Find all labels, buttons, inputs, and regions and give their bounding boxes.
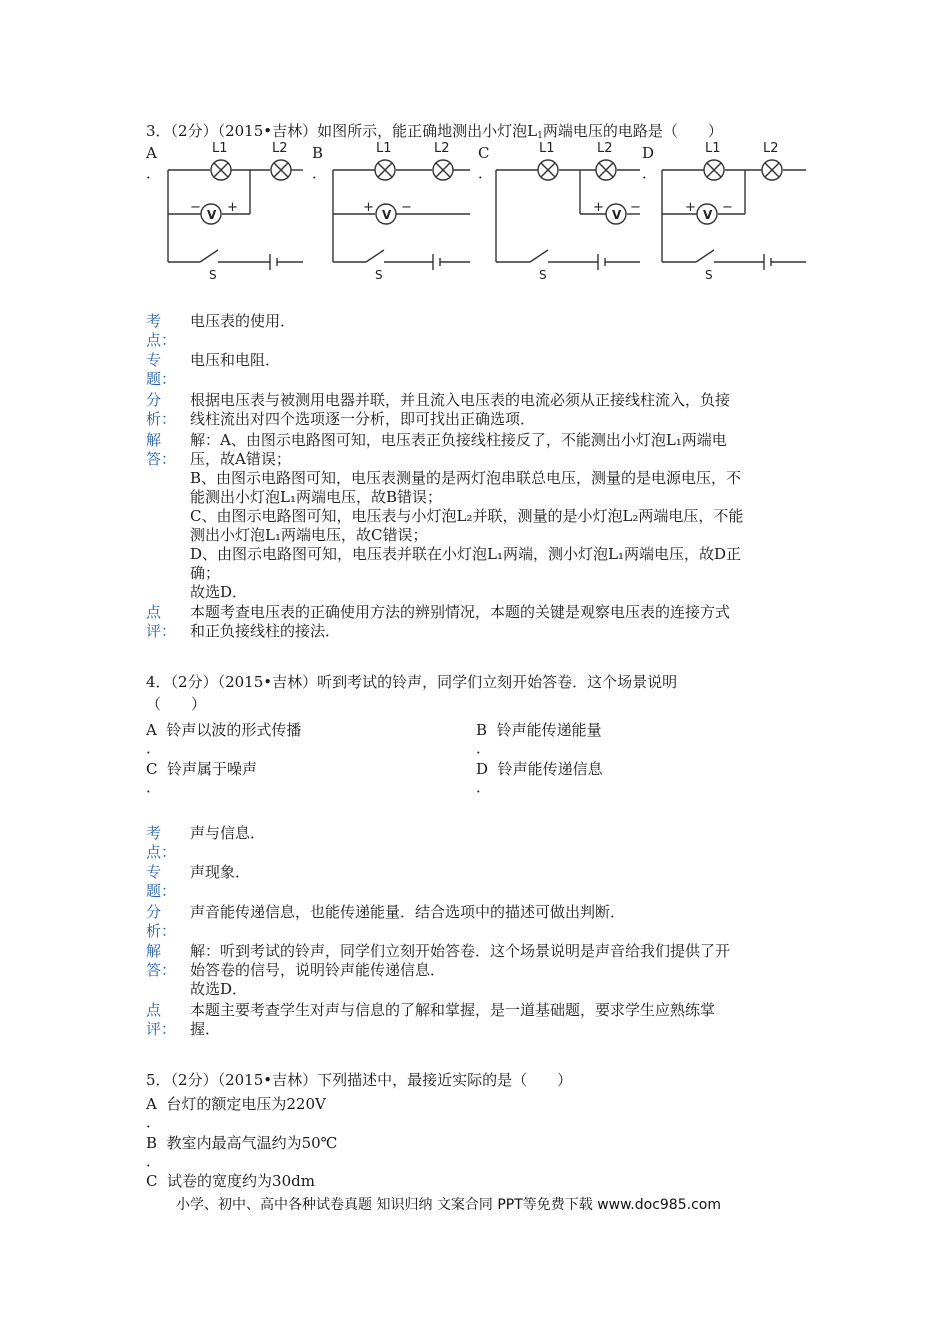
circuit-a-s-label: S: [209, 268, 217, 282]
q3-option-a-letter[interactable]: A: [146, 144, 157, 162]
circuit-a-l2-label: L2: [272, 141, 288, 156]
q4-option-d[interactable]: D 铃声能传递信息: [476, 760, 603, 778]
q4-fenxi-label: 分 析：: [146, 903, 177, 940]
q3-option-d-dot: ．: [642, 164, 658, 182]
q3-kaodian-text: 电压表的使用．: [190, 312, 296, 330]
q3-option-b-letter[interactable]: B: [312, 144, 324, 162]
q4-jieda-text: 解：听到考试的铃声，同学们立刻开始答卷．这个场景说明是声音给我们提供了开 始答卷的信号，说明铃声能传递信息． 故选D．: [190, 942, 731, 998]
circuit-d-s-label: S: [705, 268, 713, 282]
q3-kaodian-label: 考 点：: [146, 312, 177, 349]
q4-option-a[interactable]: A 铃声以波的形式传播: [146, 721, 302, 739]
circuit-a: [168, 170, 303, 270]
circuit-a-l1-label: L1: [212, 141, 228, 156]
q3-dianping-text: 本题考查电压表的正确使用方法的辨别情况，本题的关键是观察电压表的连接方式 和正负接线柱的接法．: [190, 603, 731, 640]
circuit-b-s-label: S: [375, 268, 383, 282]
circuit-d-minus: −: [722, 200, 733, 215]
circuit-d-l2-label: L2: [763, 141, 779, 156]
footer-banner[interactable]: 小学、初中、高中各种试卷真题 知识归纳 文案合同 PPT等免费下载 www.doc985.com: [176, 1197, 721, 1213]
q3-dianping-label: 点 评：: [146, 603, 177, 640]
circuit-a-v-label: V: [207, 208, 217, 222]
circuit-b-minus: −: [401, 200, 412, 215]
circuit-c-s-label: S: [539, 268, 547, 282]
q3-jieda-text: 解：A、由图示电路图可知，电压表正负接线柱接反了，不能测出小灯泡L₁两端电 压，故A错误； B、由图示电路图可知，电压表测量的是两灯泡串联总电压，测量的是电源电压，不 能测出小灯泡L₁两端电压，故B错误； C、由图示电路图可知，电压表与小灯泡L₂并联，测量的是小灯泡L₂两端电压，不能 测出小灯泡L₁两端电压，故C错误； D、由图示电路图可知，电压表并联在小灯泡L₁两端，测小灯泡L₁两端电压，故D正 确； 故选D．: [190, 431, 744, 601]
q5-option-b-dot: ．: [146, 1152, 162, 1170]
q3-option-c-letter[interactable]: C: [478, 144, 490, 162]
q4-option-c-dot: ．: [146, 778, 162, 796]
q3-option-c-dot: ．: [478, 164, 494, 182]
q3-option-a-dot: ．: [146, 164, 162, 182]
q4-option-b[interactable]: B 铃声能传递能量: [476, 721, 602, 739]
circuit-c-v-label: V: [612, 208, 622, 222]
circuit-d-v-label: V: [703, 208, 713, 222]
q4-option-c[interactable]: C 铃声属于噪声: [146, 760, 258, 778]
circuit-b-l2-label: L2: [434, 141, 450, 156]
q3-jieda-label: 解 答：: [146, 431, 177, 468]
q3-heading: 3．（2分）（2015•吉林）如图所示，能正确地测出小灯泡$L_1$两端电压的电路是（ ）: [146, 122, 723, 141]
q4-kaodian-label: 考 点：: [146, 824, 177, 861]
q5-option-b[interactable]: B 教室内最高气温约为50℃: [146, 1134, 338, 1152]
circuit-d-l1-label: L1: [705, 141, 721, 156]
q5-option-c[interactable]: C 试卷的宽度约为30dm: [146, 1172, 315, 1190]
q4-option-b-dot: ．: [476, 739, 492, 757]
q4-heading: 4．（2分）（2015•吉林）听到考试的铃声，同学们立刻开始答卷．这个场景说明: [146, 673, 678, 691]
q5-option-a-dot: ．: [146, 1113, 162, 1131]
q3-option-d-letter[interactable]: D: [642, 144, 655, 162]
q4-jieda-label: 解 答：: [146, 942, 177, 979]
circuit-b-l1-label: L1: [376, 141, 392, 156]
q3-option-b-dot: ．: [312, 164, 328, 182]
circuit-d: [662, 170, 806, 270]
q5-option-a[interactable]: A 台灯的额定电压为220V: [146, 1095, 326, 1113]
q3-zhuanti-text: 电压和电阻．: [190, 351, 281, 369]
q4-heading-bracket: （ ）: [146, 695, 207, 713]
circuit-c-minus: −: [630, 200, 641, 215]
circuit-c-l1-label: L1: [539, 141, 555, 156]
circuit-d-plus: +: [685, 200, 696, 215]
q4-option-d-dot: ．: [476, 778, 492, 796]
circuit-b-plus: +: [363, 200, 374, 215]
q3-zhuanti-label: 专 题：: [146, 351, 177, 388]
circuit-c-l2-label: L2: [597, 141, 613, 156]
circuit-b-v-label: V: [382, 208, 392, 222]
circuit-c-plus: +: [593, 200, 604, 215]
q4-option-a-dot: ．: [146, 739, 162, 757]
circuit-b: [333, 170, 470, 270]
q5-heading: 5．（2分）（2015•吉林）下列描述中，最接近实际的是（ ）: [146, 1071, 573, 1089]
q4-fenxi-text: 声音能传递信息，也能传递能量．结合选项中的描述可做出判断．: [190, 903, 626, 921]
q3-fenxi-label: 分 析：: [146, 391, 177, 428]
q4-dianping-label: 点 评：: [146, 1001, 177, 1038]
circuit-a-minus: −: [190, 200, 201, 215]
q3-fenxi-text: 根据电压表与被测用电器并联，并且流入电压表的电流必须从正接线柱流入，负接 线柱流出对四个选项逐一分析，即可找出正确选项．: [190, 391, 731, 428]
q4-zhuanti-text: 声现象．: [190, 863, 251, 881]
q3-circuit-diagrams: [0, 0, 950, 300]
q4-dianping-text: 本题主要考查学生对声与信息的了解和掌握，是一道基础题，要求学生应熟练掌 握．: [190, 1001, 716, 1038]
q4-kaodian-text: 声与信息．: [190, 824, 266, 842]
q4-zhuanti-label: 专 题：: [146, 863, 177, 900]
circuit-a-plus: +: [227, 200, 238, 215]
